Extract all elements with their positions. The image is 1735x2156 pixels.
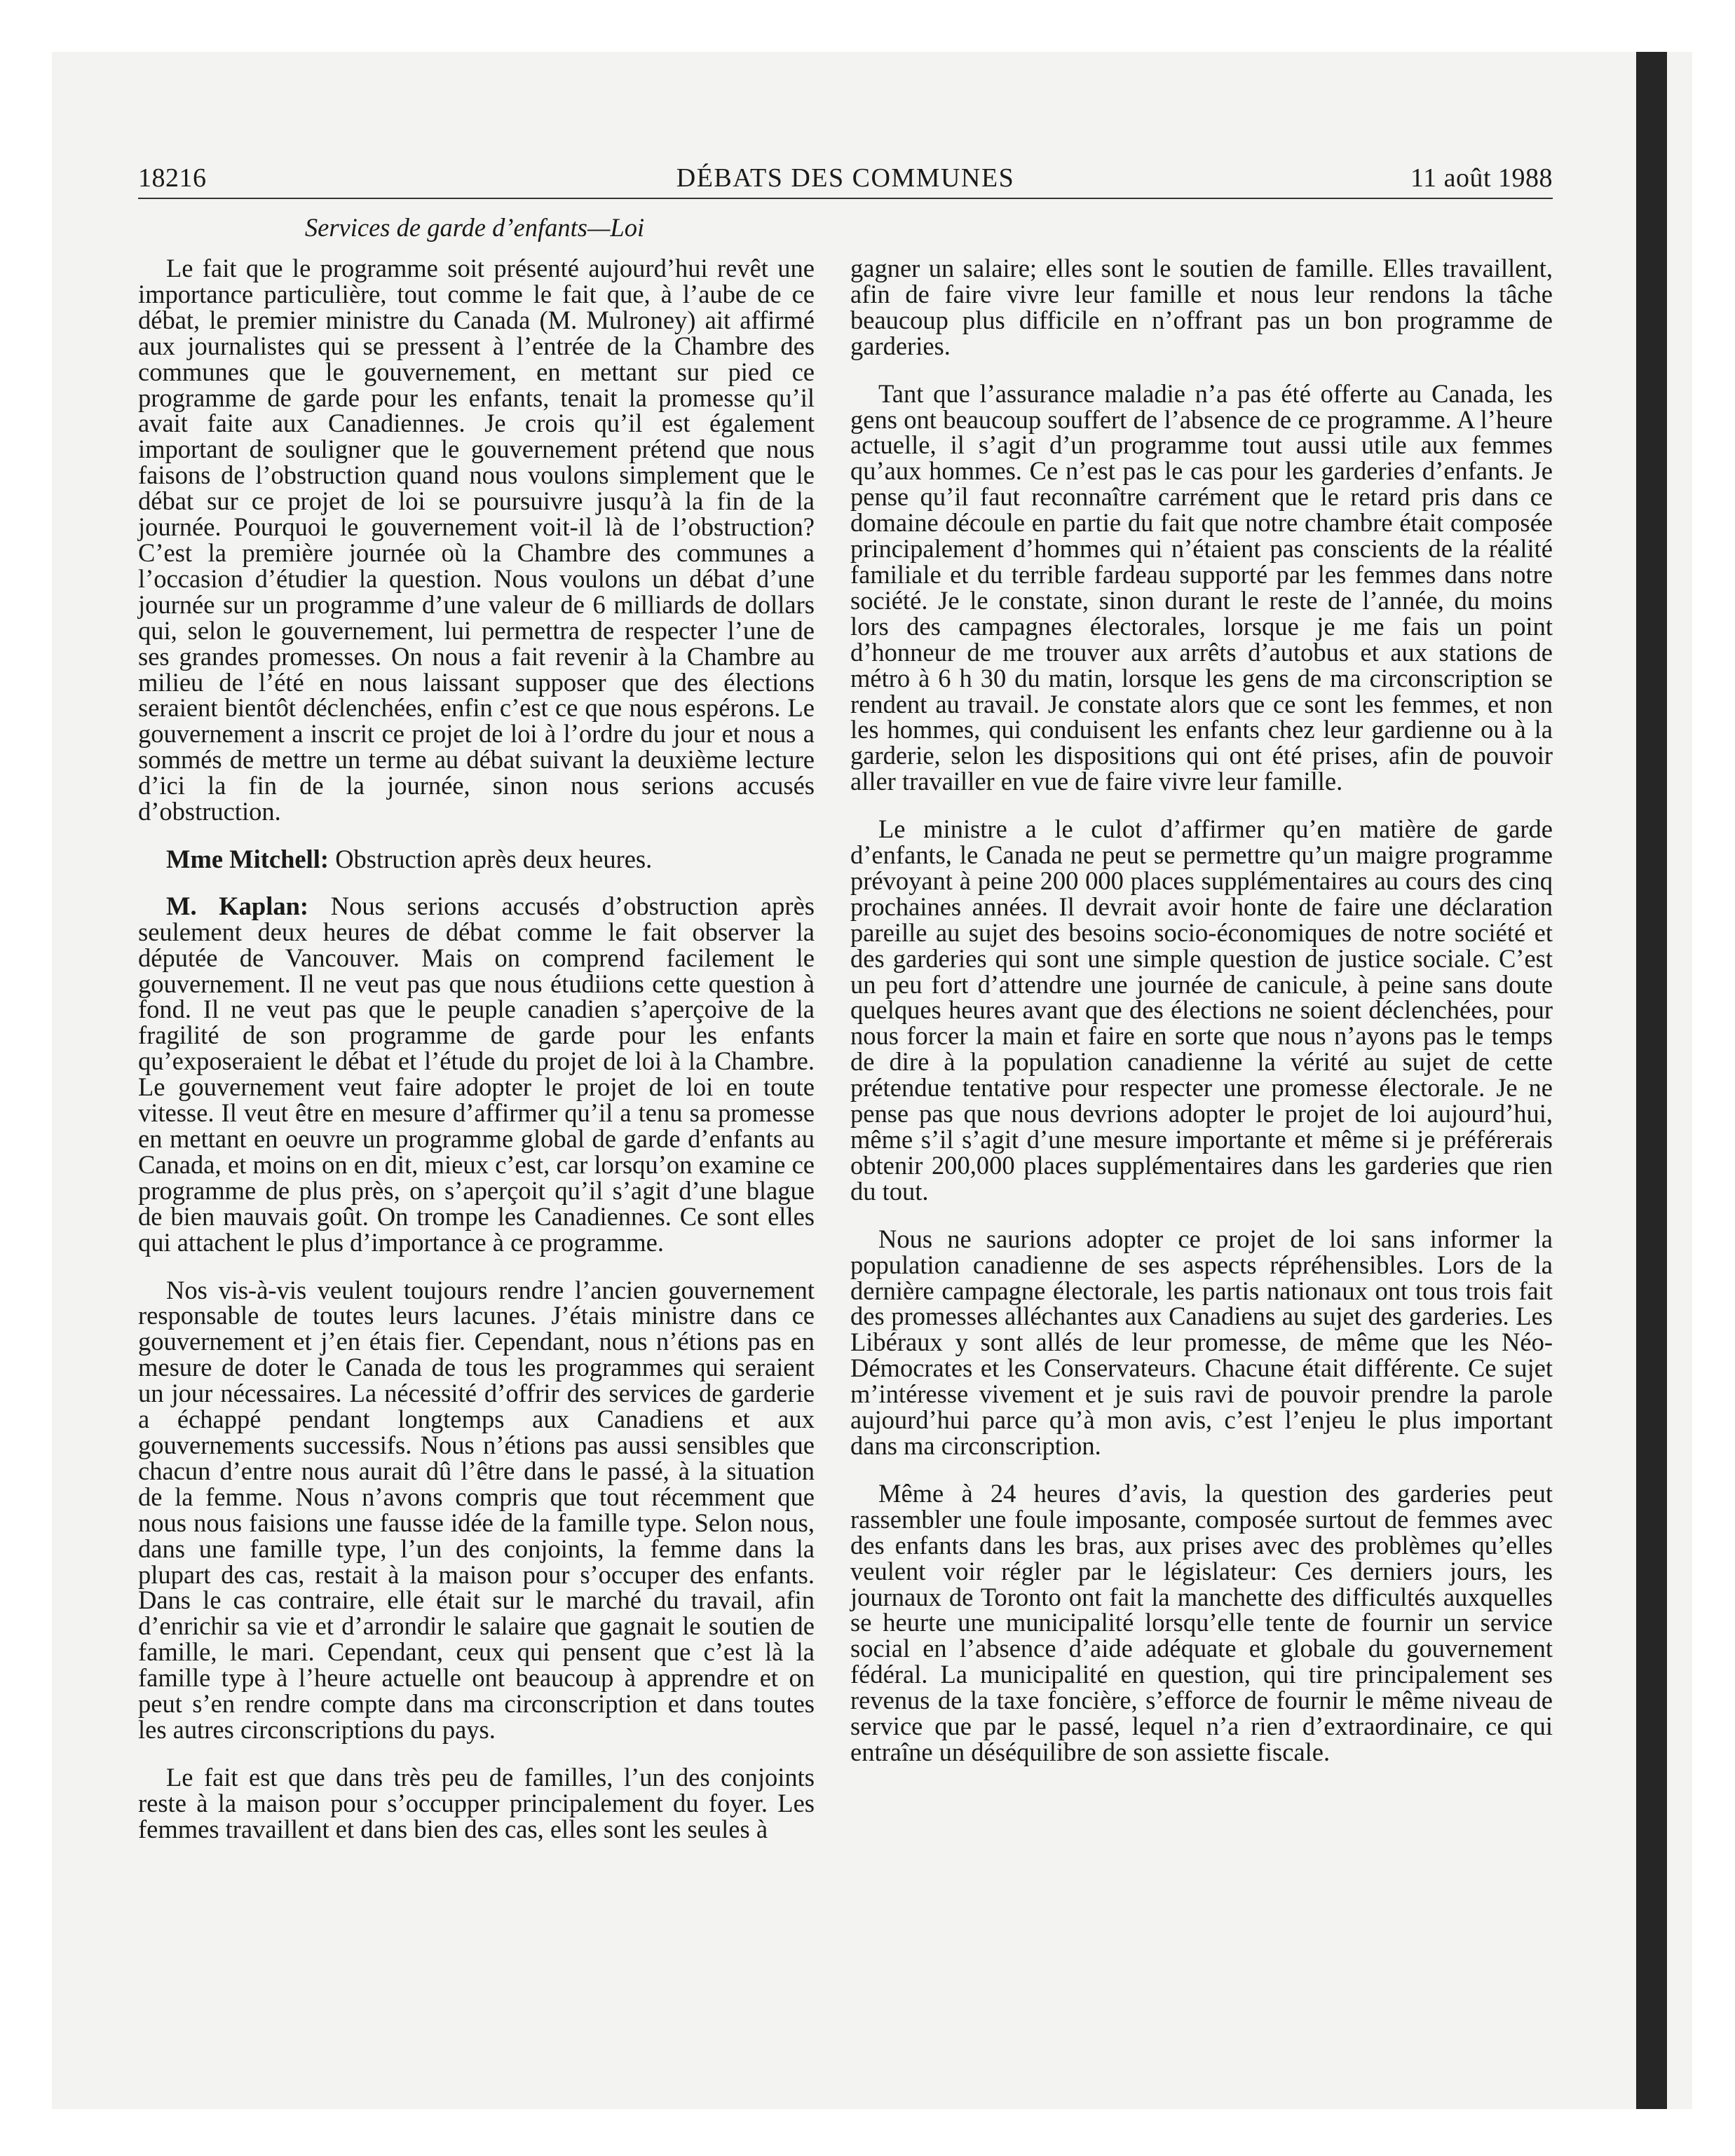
- paragraph: Nos vis-à-vis veulent toujours rendre l’ancien gouvernement responsable de toutes leurs lacunes. J’étais ministre dans ce gouvernement et j’en étais fier. Cependant, nous n’étions pas en mesure de doter le Canada de tous les programmes qui seraient un jour nécessaires. La nécessité d’offrir des services de garderie a échappé pendant longtemps aux Canadiens et aux gouvernements successifs. Nous n’étions pas aussi sensibles que chacun d’entre nous aurait dû l’être dans le passé, à la situation de la femme. Nous n’avons compris que tout récemment que nous nous faisions une fausse idée de la famille type. Selon nous, dans une famille type, l’un des conjoints, la femme dans la plupart des cas, restait à la maison pour s’occuper des enfants. Dans le cas contraire, elle était sur le marché du travail, afin d’enrichir sa vie et d’arrondir le salaire que gagnait le soutien de famille, le mari. Cependant, ceux qui pensent que c’est là la famille type à l’heure actuelle ont beaucoup à apprendre et on peut s’en rendre compte dans ma circonscription et dans toutes les autres circonscriptions du pays.: [138, 1275, 815, 1744]
- paragraph: Même à 24 heures d’avis, la question des garderies peut rassembler une foule imposante, composée surtout de femmes avec des enfants dans les bras, aux prises avec des problèmes qu’elles veulent voir régler par le législateur: Ces derniers jours, les journaux de Toronto ont fait la manchette des difficultés auxquelles se heurte une municipalité lorsqu’elle tente de fournir un service social en l’absence d’aide adéquate et globale du gouvernement fédéral. La municipalité en question, qui tire principalement ses revenus de la taxe foncière, s’efforce de fournir le même niveau de service que par le passé, lequel n’a rien d’extraordinaire, ce qui entraîne un déséquilibre de son assiette fiscale.: [850, 1478, 1553, 1766]
- page-number: 18216: [138, 163, 207, 193]
- right-column: [850, 256, 1553, 1787]
- speech-paragraph: [138, 891, 815, 1257]
- speaker-name: Mme Mitchell:: [166, 844, 329, 873]
- paragraph: Le ministre a le culot d’affirmer qu’en matière de garde d’enfants, le Canada ne peut se permettre qu’un maigre programme prévoyant à peine 200 000 places supplémentaires au cours des cinq prochaines années. Il devrait avoir honte de faire une déclaration pareille au sujet des besoins socio-économiques de notre société et des garderies qui sont une simple question de justice sociale. C’est un peu fort d’attendre une journée de canicule, à peine sans doute quelques heures avant que des élections ne soient déclenchées, pour nous forcer la main et faire en sorte que nous n’ayons pas le temps de dire à la population canadienne la vérité au sujet de cette prétendue tentative pour respecter une promesse électorale. Je ne pense pas que nous devrions adopter le projet de loi aujourd’hui, même s’il s’agit d’une mesure importante et même si je préférerais obtenir 200,000 places supplémentaires dans les garderies que rien du tout.: [850, 814, 1553, 1206]
- paragraph: Tant que l’assurance maladie n’a pas été offerte au Canada, les gens ont beaucoup souffert de l’absence de ce programme. A l’heure actuelle, il s’agit d’un programme tout aussi utile aux femmes qu’aux hommes. Ce n’est pas le cas pour les garderies d’enfants. Je pense qu’il faut reconnaître carrément que le retard pris dans ce domaine découle en partie du fait que notre chambre était composée principalement d’hommes qui n’étaient pas conscients de la réalité familiale et du terrible fardeau supporté par les femmes dans notre société. Je le constate, sinon durant le reste de l’année, du moins lors des campagnes électorales, lorsque je me fais un point d’honneur de me trouver aux arrêts d’autobus et aux stations de métro à 6 h 30 du matin, lorsque les gens de ma circonscription se rendent au travail. Je constate alors que ce sont les femmes, et non les hommes, qui conduisent les enfants chez leur gardienne ou à la garderie, selon les dispositions qui ont été prises, afin de pouvoir aller travailler en vue de faire vivre leur famille.: [850, 378, 1553, 796]
- section-title: Services de garde d’enfants—Loi: [304, 213, 645, 242]
- scan-edge-bar: [1636, 52, 1667, 2109]
- paragraph: Le fait que le programme soit présenté aujourd’hui revêt une importance particulière, tout comme le fait que, à l’aube de ce débat, le premier ministre du Canada (M. Mulroney) ait affirmé aux journalistes qui se pressent à l’entrée de la Chambre des communes que le gouvernement, en mettant sur pied ce programme de garde pour les enfants, tenait la promesse qu’il avait faite aux Canadiennes. Je crois qu’il est également important de souligner que le gouvernement prétend que nous faisons de l’obstruction quand nous voulons simplement que le débat sur ce projet de loi se poursuivre jusqu’à la fin de la journée. Pourquoi le gouvernement voit-il là de l’obstruction? C’est la première journée où la Chambre des communes a l’occasion d’étudier la question. Nous voulons un débat d’une journée sur un programme d’une valeur de 6 milliards de dollars qui, selon le gouvernement, lui permettra de respecter l’une de ses grandes promesses. On nous a fait revenir à la Chambre au milieu de l’été en nous laissant supposer que des élections seraient bientôt déclenchées, enfin c’est ce que nous espérons. Le gouvernement a inscrit ce projet de loi à l’ordre du jour et nous a sommés de mettre un terme au débat suivant la deuxième lecture d’ici la fin de la journée, sinon nous serions accusés d’obstruction.: [138, 254, 815, 826]
- header-rule: [138, 198, 1553, 199]
- left-column: [138, 256, 815, 1864]
- publication-title: DÉBATS DES COMMUNES: [676, 163, 1015, 193]
- paragraph: Nous ne saurions adopter ce projet de loi sans informer la population canadienne de ses aspects répréhensibles. Lors de la dernière campagne électorale, les partis nationaux ont tous trois fait des promesses alléchantes aux Canadiens au sujet des garderies. Les Libéraux y sont allés de leur promesse, de même que les Néo-Démocrates et les Conservateurs. Chacune était différente. Ce sujet m’intéresse vivement et je suis ravi de pouvoir prendre la parole aujourd’hui parce qu’à mon avis, c’est l’enjeu le plus important dans ma circonscription.: [850, 1224, 1553, 1460]
- running-header: [138, 163, 1553, 202]
- header-date: 11 août 1988: [1410, 163, 1553, 193]
- paragraph-continuation: gagner un salaire; elles sont le soutien de famille. Elles travaillent, afin de faire vivre leur famille et nous leur rendons la tâche beaucoup plus difficile en n’offrant pas un bon programme de garderies.: [850, 254, 1553, 360]
- speech-text: Obstruction après deux heures.: [329, 844, 653, 873]
- speech-text: Nous serions accusés d’obstruction après seulement deux heures de débat comme le fait observer la députée de Vancouver. Mais on comprend facilement le gouvernement. Il ne veut pas que nous étudiions cette question à fond. Il ne veut pas que le peuple canadien s’aperçoive de la fragilité de son programme de garde pour les enfants qu’exposeraient le débat et l’étude du projet de loi à la Chambre. Le gouvernement veut faire adopter le projet de loi en toute vitesse. Il veut être en mesure d’affirmer qu’il a tenu sa promesse en mettant en oeuvre un programme global de garde d’enfants au Canada, et moins on en dit, mieux c’est, car lorsqu’on examine ce programme de plus près, on s’aperçoit qu’il s’agit d’une blague de bien mauvais goût. On trompe les Canadiennes. Ce sont elles qui attachent le plus d’importance à ce programme.: [138, 891, 815, 1257]
- speech-paragraph: [138, 844, 815, 873]
- paragraph: Le fait est que dans très peu de familles, l’un des conjoints reste à la maison pour s’occupper principalement du foyer. Les femmes travaillent et dans bien des cas, elles sont les seules à: [138, 1762, 815, 1843]
- speaker-name: M. Kaplan:: [166, 891, 309, 920]
